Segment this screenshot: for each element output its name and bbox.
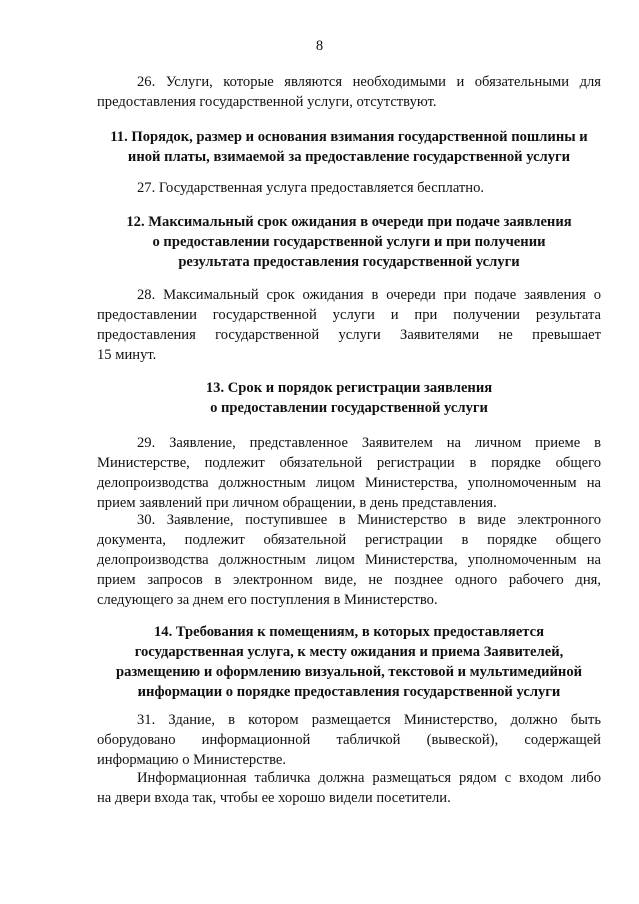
paragraph-27 [97,178,601,198]
heading-section-13 [97,378,601,418]
paragraph-31-line-3: информацию о Министерстве. [97,752,286,768]
paragraph-30-line-4: прием запросов в электронном виде, не позднее одного рабочего дня, [97,572,601,588]
paragraph-26 [97,72,601,112]
paragraph-29-line-4: прием заявлений при личном обращении, в день представления. [97,495,497,511]
paragraph-26-line-2: предоставления государственной услуги, отсутствуют. [97,94,437,110]
paragraph-27-line-1: 27. Государственная услуга предоставляется бесплатно. [137,180,485,196]
paragraph-28-line-4: 15 минут. [97,347,157,363]
paragraph-29-line-3: делопроизводства должностным лицом Министерства, уполномоченным на [97,475,601,491]
heading-14-line-1: 14. Требования к помещениям, в которых предоставляется [153,624,545,640]
heading-14-line-4: информации о порядке предоставления государственной услуги [137,684,561,700]
heading-14-line-2: государственная услуга, к месту ожидания и приема Заявителей, [134,644,564,660]
paragraph-30-line-1: 30. Заявление, поступившее в Министерство в виде электронного [137,512,601,528]
paragraph-28-line-1: 28. Максимальный срок ожидания в очереди при подаче заявления о [137,287,601,303]
heading-12-line-3: результата предоставления государственной услуги [178,254,520,270]
paragraph-30 [97,510,601,610]
paragraph-28 [97,285,601,365]
page-number: 8 [315,38,324,54]
paragraph-31-continuation [97,768,601,808]
paragraph-31 [97,710,601,770]
heading-14-line-3: размещению и оформлению визуальной, текстовой и мультимедийной [115,664,583,680]
paragraph-31b-line-1: Информационная табличка должна размещаться рядом с входом либо [137,770,601,786]
paragraph-29 [97,433,601,513]
paragraph-28-line-2: предоставлении государственной услуги и при получении результата [97,307,601,323]
heading-12-line-2: о предоставлении государственной услуги и при получении [152,234,546,250]
paragraph-31-line-2: оборудовано информационной табличкой (вывеской), содержащей [97,732,601,748]
paragraph-30-line-5: следующего за днем его поступления в Министерство. [97,592,438,608]
paragraph-26-line-1: 26. Услуги, которые являются необходимыми и обязательными для [137,74,601,90]
paragraph-31-line-1: 31. Здание, в котором размещается Министерство, должно быть [137,712,601,728]
paragraph-30-line-3: делопроизводства должностным лицом Министерства, уполномоченным на [97,552,601,568]
paragraph-29-line-1: 29. Заявление, представленное Заявителем на личном приеме в [137,435,601,451]
paragraph-28-line-3: предоставления государственной услуги Заявителями не превышает [97,327,601,343]
paragraph-29-line-2: Министерстве, подлежит обязательной регистрации в порядке общего [97,455,601,471]
heading-13-line-2: о предоставлении государственной услуги [210,400,488,416]
heading-11-line-2: иной платы, взимаемой за предоставление государственной услуги [127,149,571,165]
heading-12-line-1: 12. Максимальный срок ожидания в очереди при подаче заявления [126,214,572,230]
heading-section-14 [97,622,601,702]
heading-11-line-1: 11. Порядок, размер и основания взимания государственной пошлины и [110,129,588,145]
paragraph-30-line-2: документа, подлежит обязательной регистрации в порядке общего [97,532,601,548]
heading-section-12 [97,212,601,272]
paragraph-31b-line-2: на двери входа так, чтобы ее хорошо видели посетители. [97,790,451,806]
heading-section-11 [97,127,601,167]
heading-13-line-1: 13. Срок и порядок регистрации заявления [205,380,493,396]
